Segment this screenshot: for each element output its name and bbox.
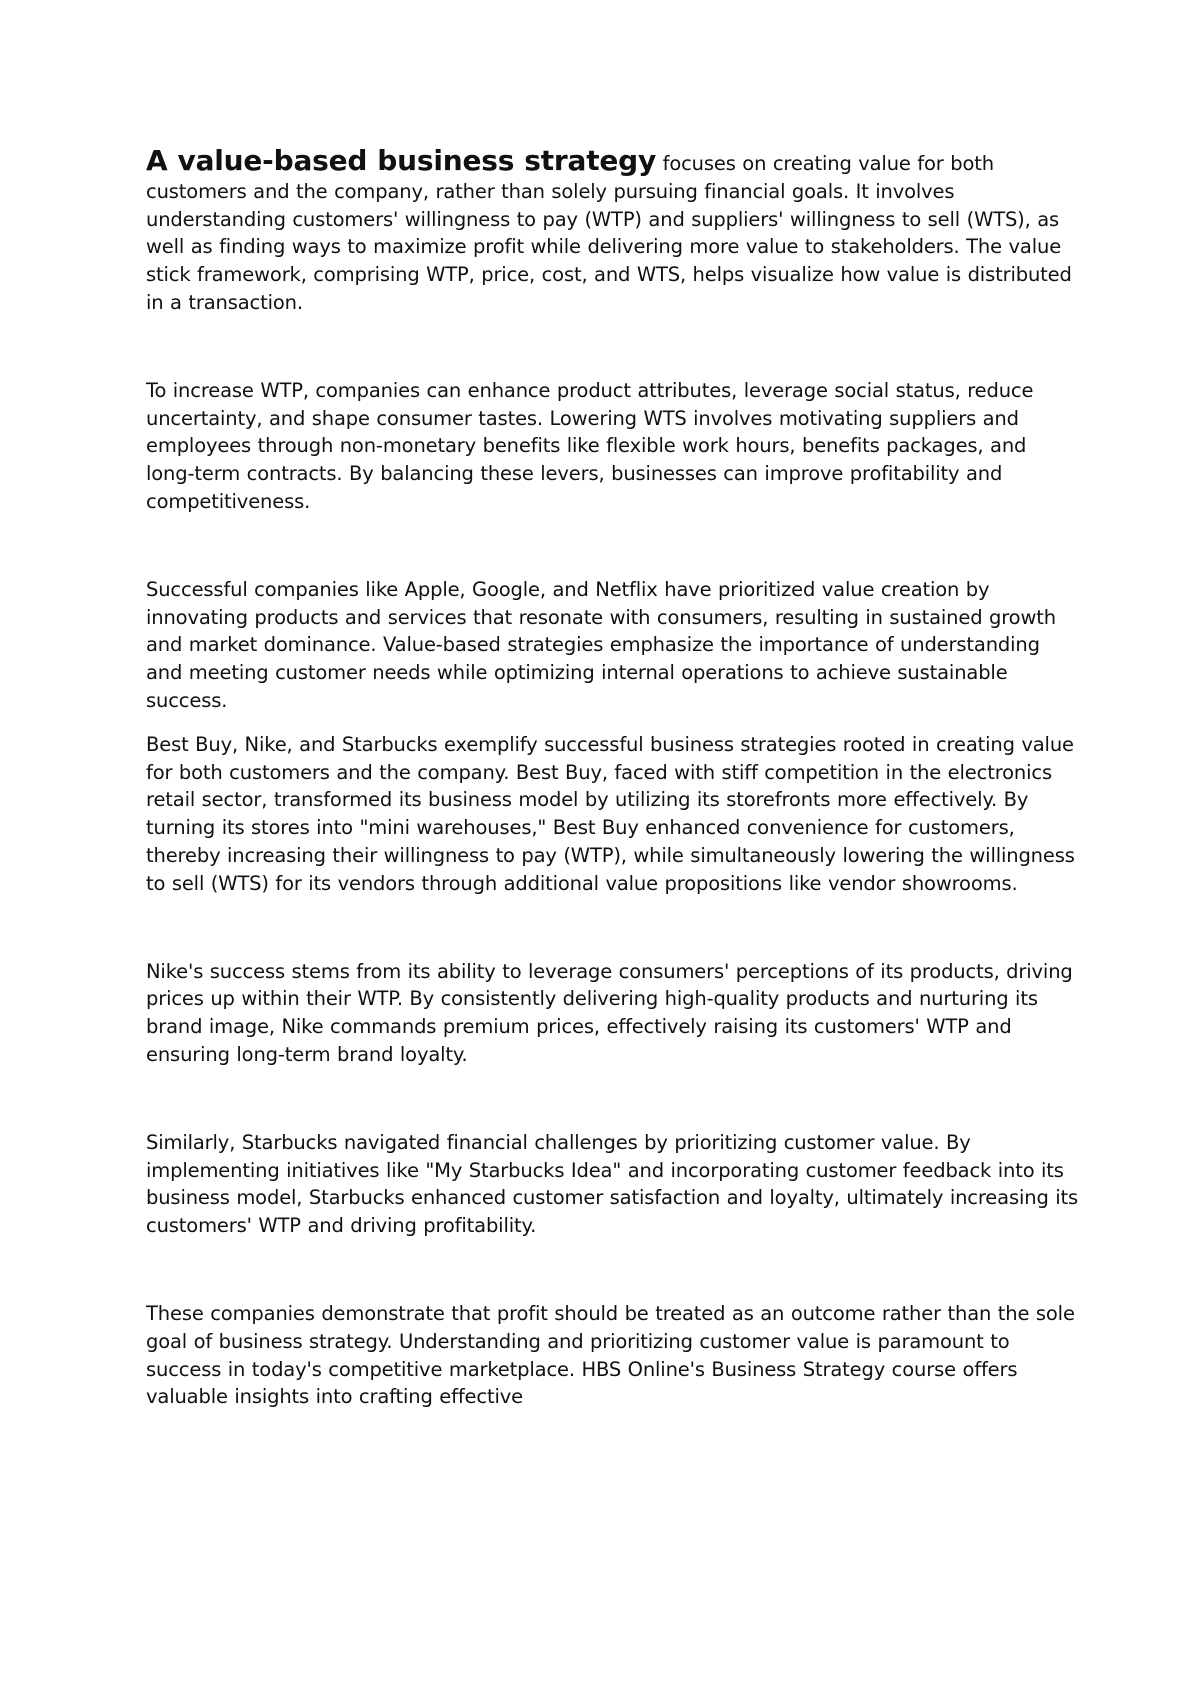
paragraph-nike: Nike's success stems from its ability to leverage consumers' perceptions of its products, driving prices up within their WTP. By consistently delivering high-quality products and nurturing its brand image, Nike commands premium prices, effectively raising its customers' WTP and ensuring long-term brand loyalty.: [146, 959, 1073, 1066]
paragraph-text: focuses on creating value for both customers and the company, rather than solely pursuing financial goals. It involves understanding customers' willingness to pay (WTP) and suppliers' willingness to sell (WTS), as well as finding ways to maximize profit while delivering more value to stakeholders. The value stick framework, comprising WTP, price, cost, and WTS, helps visualize how value is distributed in a transaction.: [146, 152, 1072, 314]
document-body: [146, 144, 1081, 1411]
paragraph-increase-wtp: To increase WTP, companies can enhance product attributes, leverage social status, reduce uncertainty, and shape consumer tastes. Lowering WTS involves motivating suppliers and employees through non-monetary benefits like flexible work hours, benefits packages, and long-term contracts. By balancing these levers, businesses can improve profitability and competitiveness.: [146, 378, 1034, 513]
paragraph-conclusion: These companies demonstrate that profit should be treated as an outcome rather than the sole goal of business strategy. Understanding and prioritizing customer value is paramount to success in today's competitive marketplace. HBS Online's Business Strategy course offers valuable insights into crafting effective: [146, 1301, 1075, 1409]
lead-phrase: A value-based business strategy: [146, 144, 657, 177]
paragraph-value-based-strategy: [146, 144, 1081, 317]
paragraph-successful-companies: Successful companies like Apple, Google, and Netflix have prioritized value creation by innovating products and services that resonate with consumers, resulting in sustained growth and market dominance. Value-based strategies emphasize the importance of understanding and meeting customer needs while optimizing internal operations to achieve sustainable success.: [146, 577, 1056, 712]
paragraph-best-buy: Best Buy, Nike, and Starbucks exemplify successful business strategies rooted in creating value for both customers and the company. Best Buy, faced with stiff competition in the electronics retail sector, transformed its business model by utilizing its storefronts more effectively. By turning its stores into "mini warehouses," Best Buy enhanced convenience for customers, thereby increasing their willingness to pay (WTP), while simultaneously lowering the willingness to sell (WTS) for its vendors through additional value propositions like vendor showrooms.: [146, 732, 1075, 895]
paragraph-starbucks: Similarly, Starbucks navigated financial challenges by prioritizing customer value. By implementing initiatives like "My Starbucks Idea" and incorporating customer feedback into its business model, Starbucks enhanced customer satisfaction and loyalty, ultimately increasing its customers' WTP and driving profitability.: [146, 1130, 1078, 1238]
